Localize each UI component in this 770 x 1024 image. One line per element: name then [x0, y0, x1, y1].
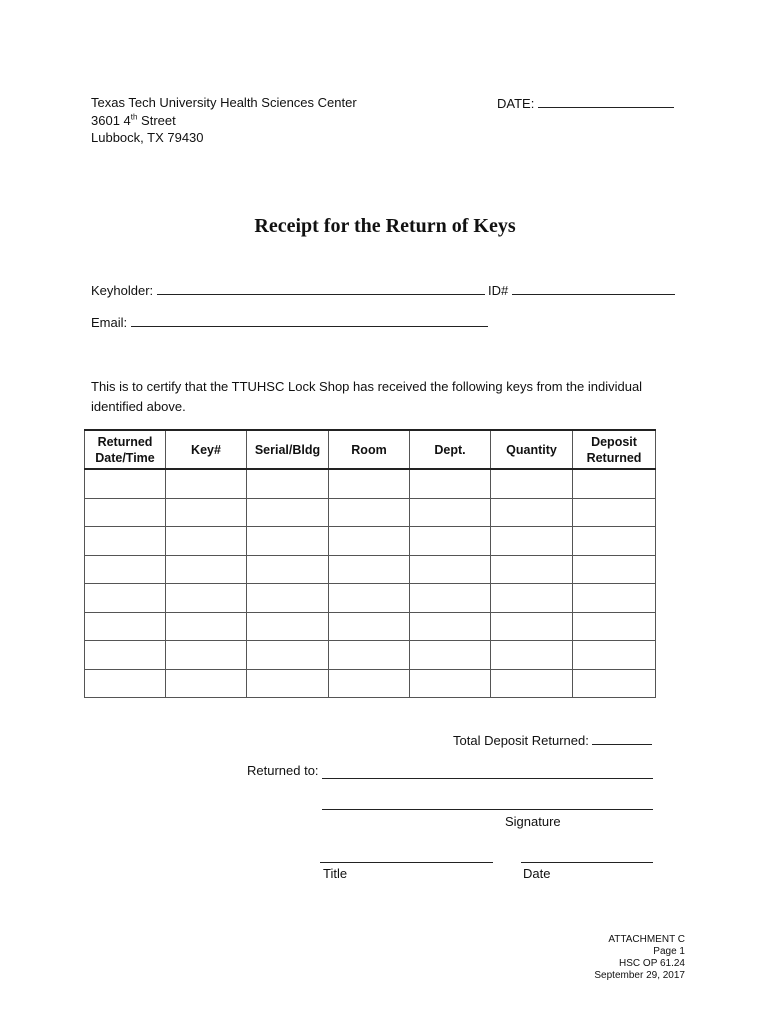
table-cell[interactable] [491, 669, 573, 698]
table-cell[interactable] [491, 555, 573, 584]
table-header-row [85, 430, 656, 469]
header-line: Deposit [591, 434, 637, 449]
email-field [91, 313, 488, 330]
table-cell[interactable] [329, 669, 410, 698]
total-deposit-input-line[interactable] [592, 731, 652, 745]
table-cell[interactable] [247, 469, 329, 498]
table-cell[interactable] [85, 469, 166, 498]
table-cell[interactable] [410, 527, 491, 556]
table-cell[interactable] [329, 584, 410, 613]
table-cell[interactable] [410, 669, 491, 698]
table-cell[interactable] [85, 527, 166, 556]
certify-text: This is to certify that the TTUHSC Lock Shop has received the following keys from the individual identified above. [91, 379, 643, 414]
signature-label: Signature [505, 814, 561, 829]
table-cell[interactable] [166, 612, 247, 641]
table-cell[interactable] [491, 469, 573, 498]
table-cell[interactable] [573, 669, 656, 698]
table-cell[interactable] [85, 669, 166, 698]
table-cell[interactable] [166, 669, 247, 698]
table-cell[interactable] [491, 584, 573, 613]
header-line: Returned [97, 434, 153, 449]
table-cell[interactable] [410, 612, 491, 641]
table-cell[interactable] [491, 612, 573, 641]
table-cell[interactable] [329, 555, 410, 584]
table-cell[interactable] [85, 584, 166, 613]
total-deposit-field [453, 731, 652, 748]
table-cell[interactable] [166, 469, 247, 498]
keyholder-label: Keyholder: [91, 283, 154, 298]
street-suffix: th [130, 112, 138, 122]
attachment-policy: HSC OP 61.24 [619, 958, 685, 969]
returned-to-input-line[interactable] [322, 778, 653, 779]
table-cell[interactable] [166, 555, 247, 584]
table-cell[interactable] [329, 469, 410, 498]
keyholder-input-line[interactable] [157, 281, 485, 295]
table-cell[interactable] [410, 498, 491, 527]
street-number: 3601 4 [91, 112, 131, 128]
address-block [91, 94, 357, 147]
table-cell[interactable] [491, 498, 573, 527]
header-key-number: Key# [166, 430, 247, 469]
street-name: Street [137, 112, 176, 128]
table-row [85, 584, 656, 613]
attachment-page: Page 1 [653, 946, 685, 957]
table-cell[interactable] [410, 469, 491, 498]
table-row [85, 612, 656, 641]
title-label: Title [323, 866, 348, 881]
email-label: Email: [91, 315, 128, 330]
table-cell[interactable] [573, 612, 656, 641]
attachment-title: ATTACHMENT C [608, 934, 685, 945]
table-cell[interactable] [410, 584, 491, 613]
table-cell[interactable] [166, 641, 247, 670]
id-label: ID# [488, 283, 509, 298]
signature-input-line[interactable] [322, 809, 653, 810]
header-deposit-returned [573, 430, 656, 469]
city-line: Lubbock, TX 79430 [91, 130, 204, 145]
table-cell[interactable] [85, 555, 166, 584]
table-cell[interactable] [329, 498, 410, 527]
returned-to-label: Returned to: [247, 763, 319, 778]
table-row [85, 641, 656, 670]
street-line [91, 112, 357, 130]
table-cell[interactable] [247, 555, 329, 584]
table-cell[interactable] [247, 498, 329, 527]
date-label: DATE: [497, 96, 535, 111]
header-room: Room [329, 430, 410, 469]
keys-table [84, 429, 656, 698]
date-sign-input-line[interactable] [521, 862, 653, 863]
table-cell[interactable] [329, 641, 410, 670]
table-cell[interactable] [85, 641, 166, 670]
table-cell[interactable] [85, 498, 166, 527]
table-cell[interactable] [247, 612, 329, 641]
table-cell[interactable] [410, 555, 491, 584]
header-serial-bldg: Serial/Bldg [247, 430, 329, 469]
header-returned-datetime [85, 430, 166, 469]
table-body [85, 469, 656, 698]
table-cell[interactable] [491, 527, 573, 556]
table-cell[interactable] [85, 612, 166, 641]
table-cell[interactable] [491, 641, 573, 670]
table-cell[interactable] [573, 498, 656, 527]
table-cell[interactable] [573, 641, 656, 670]
table-row [85, 469, 656, 498]
table-cell[interactable] [247, 584, 329, 613]
table-cell[interactable] [166, 498, 247, 527]
header-quantity: Quantity [491, 430, 573, 469]
table-cell[interactable] [573, 584, 656, 613]
table-row [85, 555, 656, 584]
table-cell[interactable] [410, 641, 491, 670]
id-input-line[interactable] [512, 281, 675, 295]
table-cell[interactable] [166, 584, 247, 613]
table-row [85, 527, 656, 556]
table-cell[interactable] [329, 612, 410, 641]
org-name: Texas Tech University Health Sciences Center [91, 95, 357, 110]
table-cell[interactable] [247, 527, 329, 556]
table-row [85, 669, 656, 698]
table-cell[interactable] [573, 527, 656, 556]
table-cell[interactable] [247, 641, 329, 670]
table-cell[interactable] [573, 469, 656, 498]
title-input-line[interactable] [320, 862, 493, 863]
table-cell[interactable] [573, 555, 656, 584]
date-input-line[interactable] [538, 94, 674, 108]
page-title: Receipt for the Return of Keys [254, 215, 516, 237]
date-sign-label: Date [523, 866, 551, 881]
attachment-note [594, 934, 685, 982]
table-cell[interactable] [166, 527, 247, 556]
date-field [497, 94, 674, 111]
header-dept: Dept. [410, 430, 491, 469]
keyholder-field [91, 281, 485, 298]
table-cell[interactable] [329, 527, 410, 556]
total-deposit-label: Total Deposit Returned: [453, 733, 589, 748]
attachment-date: September 29, 2017 [594, 970, 685, 981]
email-input-line[interactable] [131, 313, 488, 327]
header-line: Returned [586, 450, 642, 465]
table-row [85, 498, 656, 527]
header-line: Date/Time [95, 450, 155, 465]
table-cell[interactable] [247, 669, 329, 698]
id-field [488, 281, 675, 298]
